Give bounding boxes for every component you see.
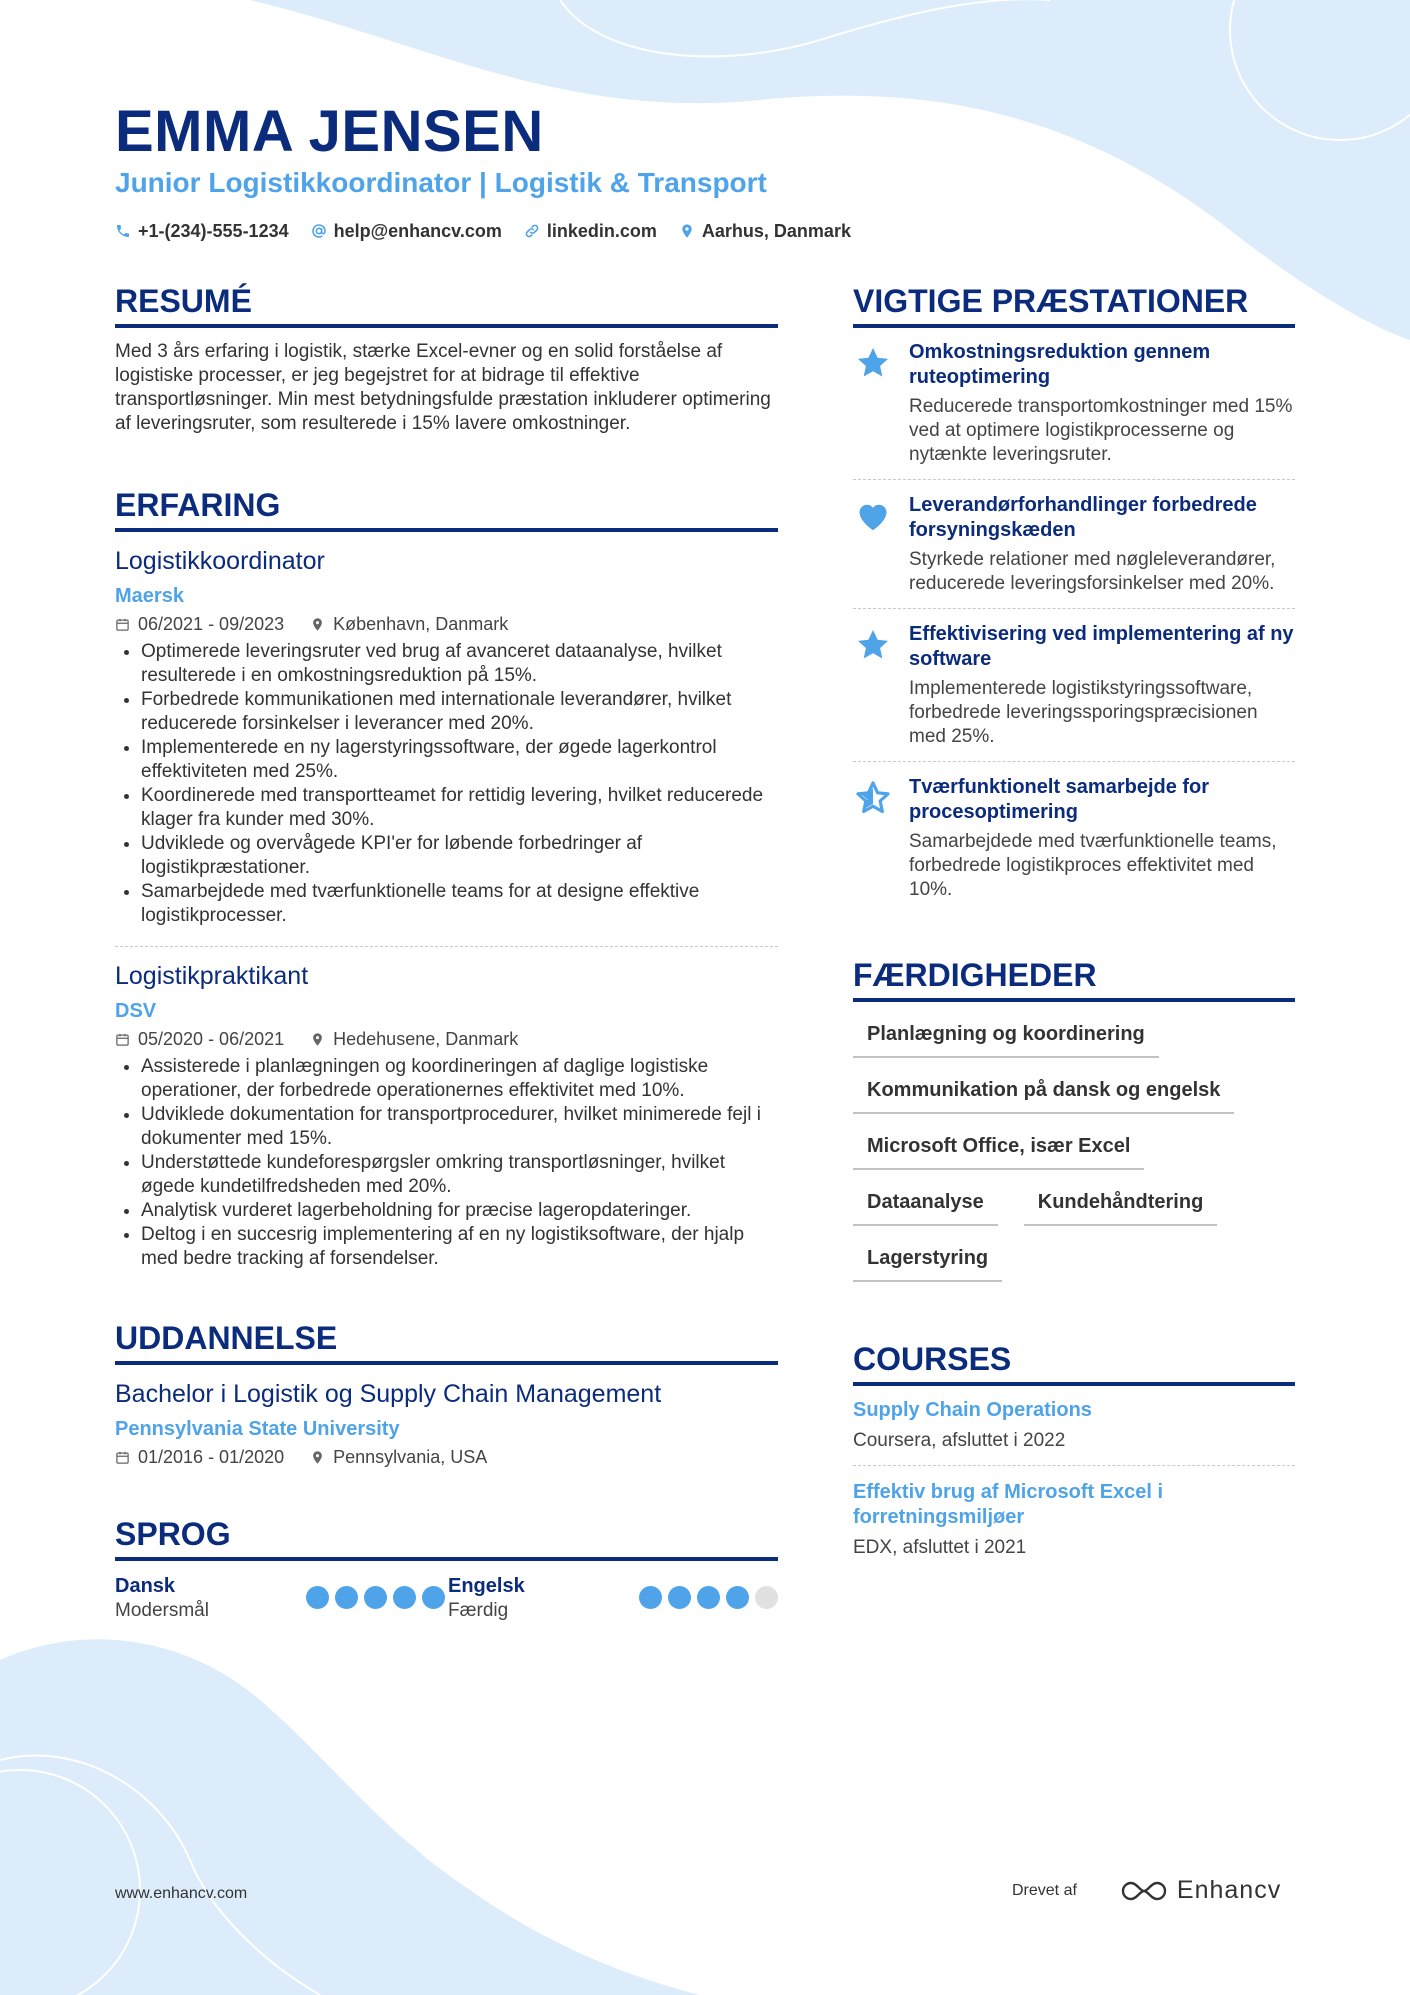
job-meta: [115, 612, 778, 636]
divider: [853, 479, 1295, 480]
course-item: [853, 1480, 1295, 1560]
job-company: Maersk: [115, 585, 184, 607]
degree-title: Bachelor i Logistik og Supply Chain Management: [115, 1380, 662, 1408]
job-title: Logistikkoordinator: [115, 547, 325, 575]
languages-heading: SPROG: [115, 1513, 778, 1561]
skill-tag: Kundehåndtering: [1024, 1182, 1218, 1226]
achievement-item: [853, 340, 1295, 479]
location-pin-icon: [310, 1032, 325, 1047]
divider: [853, 608, 1295, 609]
course-item: [853, 1398, 1295, 1453]
course-provider: EDX, afsluttet i 2021: [853, 1537, 1027, 1558]
courses-heading: COURSES: [853, 1338, 1295, 1386]
rating-dot: [697, 1586, 720, 1609]
summary-text: Med 3 års erfaring i logistik, stærke Excel-evner og en solid forståelse af logistiske processer, er jeg begejstret for at bidrage til effektive transportløsninger. Min mest betydningsfulde præstation inkluderer optimering af leveringsruter, som resulterede i 15% lavere omkostninger.: [115, 341, 771, 434]
job-location: København, Danmark: [333, 614, 509, 634]
job-entry: [115, 959, 778, 1271]
skill-tag: Microsoft Office, især Excel: [853, 1126, 1144, 1170]
job-meta: [115, 1027, 778, 1051]
achievement-desc: Styrkede relationer med nøgleleverandører, reducerede leveringsforsinkelser med 20%.: [909, 549, 1276, 594]
education-location: Pennsylvania, USA: [333, 1447, 488, 1467]
course-provider: Coursera, afsluttet i 2022: [853, 1430, 1066, 1451]
achievement-item: [853, 493, 1295, 608]
rating-dot: [335, 1586, 358, 1609]
language-rating: [306, 1586, 445, 1609]
list-item: • Analytisk vurderet lagerbeholdning for præcise lageropdateringer.: [141, 1199, 778, 1223]
skill-tag: Lagerstyring: [853, 1238, 1002, 1282]
list-item: • Koordinerede med transportteamet for rettidig levering, hvilket reducerede klager fra kunder med 30%.: [141, 784, 778, 832]
list-item: • Deltog i en succesrig implementering af en ny logistiksoftware, der hjalp med bedre tracking af forsendelser.: [141, 1223, 778, 1271]
language-name: Engelsk: [448, 1575, 525, 1597]
rating-dot: [393, 1586, 416, 1609]
list-item: • Udviklede dokumentation for transportprocedurer, hvilket minimerede fejl i dokumenter med 15%.: [141, 1103, 778, 1151]
language-rating: [639, 1586, 778, 1609]
job-dates: 05/2020 - 06/2021: [138, 1029, 285, 1049]
location-pin-icon: [679, 223, 695, 239]
enhancv-logo[interactable]: [1121, 1876, 1281, 1905]
achievement-desc: Samarbejdede med tværfunktionelle teams, forbedrede logistikproces effektivitet med 10%.: [909, 831, 1277, 900]
job-dates: 06/2021 - 09/2023: [138, 614, 285, 634]
skill-tag: Kommunikation på dansk og engelsk: [853, 1070, 1234, 1114]
skill-tag: Planlægning og koordinering: [853, 1014, 1159, 1058]
right-column: [853, 280, 1295, 1560]
contact-phone[interactable]: [115, 218, 289, 244]
list-item: • Assisterede i planlægningen og koordineringen af daglige logistiske operationer, der forbedrede operationernes effektivitet med 10%.: [141, 1055, 778, 1103]
rating-dot: [364, 1586, 387, 1609]
job-title: Logistikpraktikant: [115, 962, 309, 990]
rating-dot: [306, 1586, 329, 1609]
footer-website[interactable]: www.enhancv.com: [115, 1885, 248, 1902]
divider: [853, 1465, 1295, 1466]
left-column: [115, 280, 778, 1623]
job-location: Hedehusene, Danmark: [333, 1029, 519, 1049]
language-level: Færdig: [448, 1600, 509, 1621]
at-icon: [311, 223, 327, 239]
achievements-section: [853, 280, 1295, 914]
contact-linkedin[interactable]: [524, 218, 657, 244]
divider: [115, 946, 778, 947]
contact-email[interactable]: [311, 218, 502, 244]
achievement-title: Leverandørforhandlinger forbedrede forsyningskæden: [909, 494, 1257, 541]
list-item: • Forbedrede kommunikationen med internationale leverandører, hvilket reducerede forsinkelser i leverancer med 20%.: [141, 688, 778, 736]
education-heading: UDDANNELSE: [115, 1317, 778, 1365]
summary-heading: RESUMÉ: [115, 280, 778, 328]
list-item: • Udviklede og overvågede KPI'er for løbende forbedringer af logistikpræstationer.: [141, 832, 778, 880]
divider: [853, 761, 1295, 762]
contact-info: [115, 218, 851, 244]
rating-dot: [422, 1586, 445, 1609]
candidate-name: EMMA JENSEN: [115, 99, 544, 164]
location-pin-icon: [310, 617, 325, 632]
powered-by-label: Drevet af: [1012, 1881, 1077, 1899]
rating-dot: [639, 1586, 662, 1609]
education-dates: 01/2016 - 01/2020: [138, 1447, 285, 1467]
language-level: Modersmål: [115, 1600, 209, 1621]
achievement-title: Tværfunktionelt samarbejde for procesoptimering: [909, 776, 1210, 823]
experience-section: [115, 484, 778, 1271]
heart-icon: [854, 497, 892, 535]
linkedin-text: linkedin.com: [546, 221, 657, 241]
language-item: [115, 1573, 445, 1623]
link-icon: [524, 223, 540, 239]
phone-text: +1-(234)-555-1234: [138, 221, 289, 241]
footer-branding: [1012, 1876, 1281, 1905]
summary-section: [115, 280, 778, 436]
star-icon: [854, 626, 892, 664]
skill-tag: Dataanalyse: [853, 1182, 998, 1226]
job-entry: [115, 544, 778, 928]
experience-heading: ERFARING: [115, 484, 778, 532]
list-item: • Optimerede leveringsruter ved brug af avanceret dataanalyse, hvilket resulterede i en omkostningsreduktion på 15%.: [141, 640, 778, 688]
contact-location: [679, 218, 851, 244]
languages-section: [115, 1513, 778, 1623]
achievements-heading: VIGTIGE PRÆSTATIONER: [853, 280, 1295, 328]
skills-section: [853, 954, 1295, 1294]
school-name: Pennsylvania State University: [115, 1418, 400, 1440]
courses-section: [853, 1338, 1295, 1560]
calendar-icon: [115, 617, 130, 632]
job-bullets: [115, 640, 778, 928]
location-pin-icon: [310, 1450, 325, 1465]
language-item: [448, 1573, 778, 1623]
rating-dot: [668, 1586, 691, 1609]
calendar-icon: [115, 1032, 130, 1047]
brand-name: Enhancv: [1176, 1876, 1282, 1904]
list-item: • Samarbejdede med tværfunktionelle teams for at designe effektive logistikprocesser.: [141, 880, 778, 928]
achievement-desc: Reducerede transportomkostninger med 15% ved at optimere logistikprocesserne og nytænkte leveringsruter.: [909, 396, 1293, 465]
language-name: Dansk: [115, 1575, 176, 1597]
job-bullets: [115, 1055, 778, 1271]
course-title: Effektiv brug af Microsoft Excel i forretningsmiljøer: [853, 1481, 1164, 1528]
phone-icon: [115, 223, 131, 239]
achievement-title: Effektivisering ved implementering af ny software: [909, 623, 1294, 670]
achievement-title: Omkostningsreduktion gennem ruteoptimering: [909, 341, 1211, 388]
candidate-title: Junior Logistikkoordinator | Logistik & Transport: [115, 167, 767, 198]
achievement-item: [853, 622, 1295, 761]
education-section: [115, 1317, 778, 1469]
list-item: • Understøttede kundeforespørgsler omkring transportløsninger, hvilket øgede kundetilfredsheden med 20%.: [141, 1151, 778, 1199]
rating-dot: [726, 1586, 749, 1609]
skills-heading: FÆRDIGHEDER: [853, 954, 1295, 1002]
star-icon: [854, 344, 892, 382]
location-text: Aarhus, Danmark: [701, 221, 851, 241]
rating-dot: [755, 1586, 778, 1609]
enhancv-logo-icon: [1121, 1879, 1167, 1903]
job-company: DSV: [115, 1000, 157, 1022]
achievement-desc: Implementerede logistikstyringssoftware, forbedrede leveringssporingspræcisionen med 25%.: [909, 678, 1258, 747]
education-meta: [115, 1445, 778, 1469]
email-text: help@enhancv.com: [333, 221, 502, 241]
list-item: • Implementerede en ny lagerstyringssoftware, der øgede lagerkontrol effektiviteten med 25%.: [141, 736, 778, 784]
achievement-item: [853, 775, 1295, 914]
course-title: Supply Chain Operations: [853, 1399, 1092, 1421]
star-outline-icon: [854, 779, 892, 817]
calendar-icon: [115, 1450, 130, 1465]
